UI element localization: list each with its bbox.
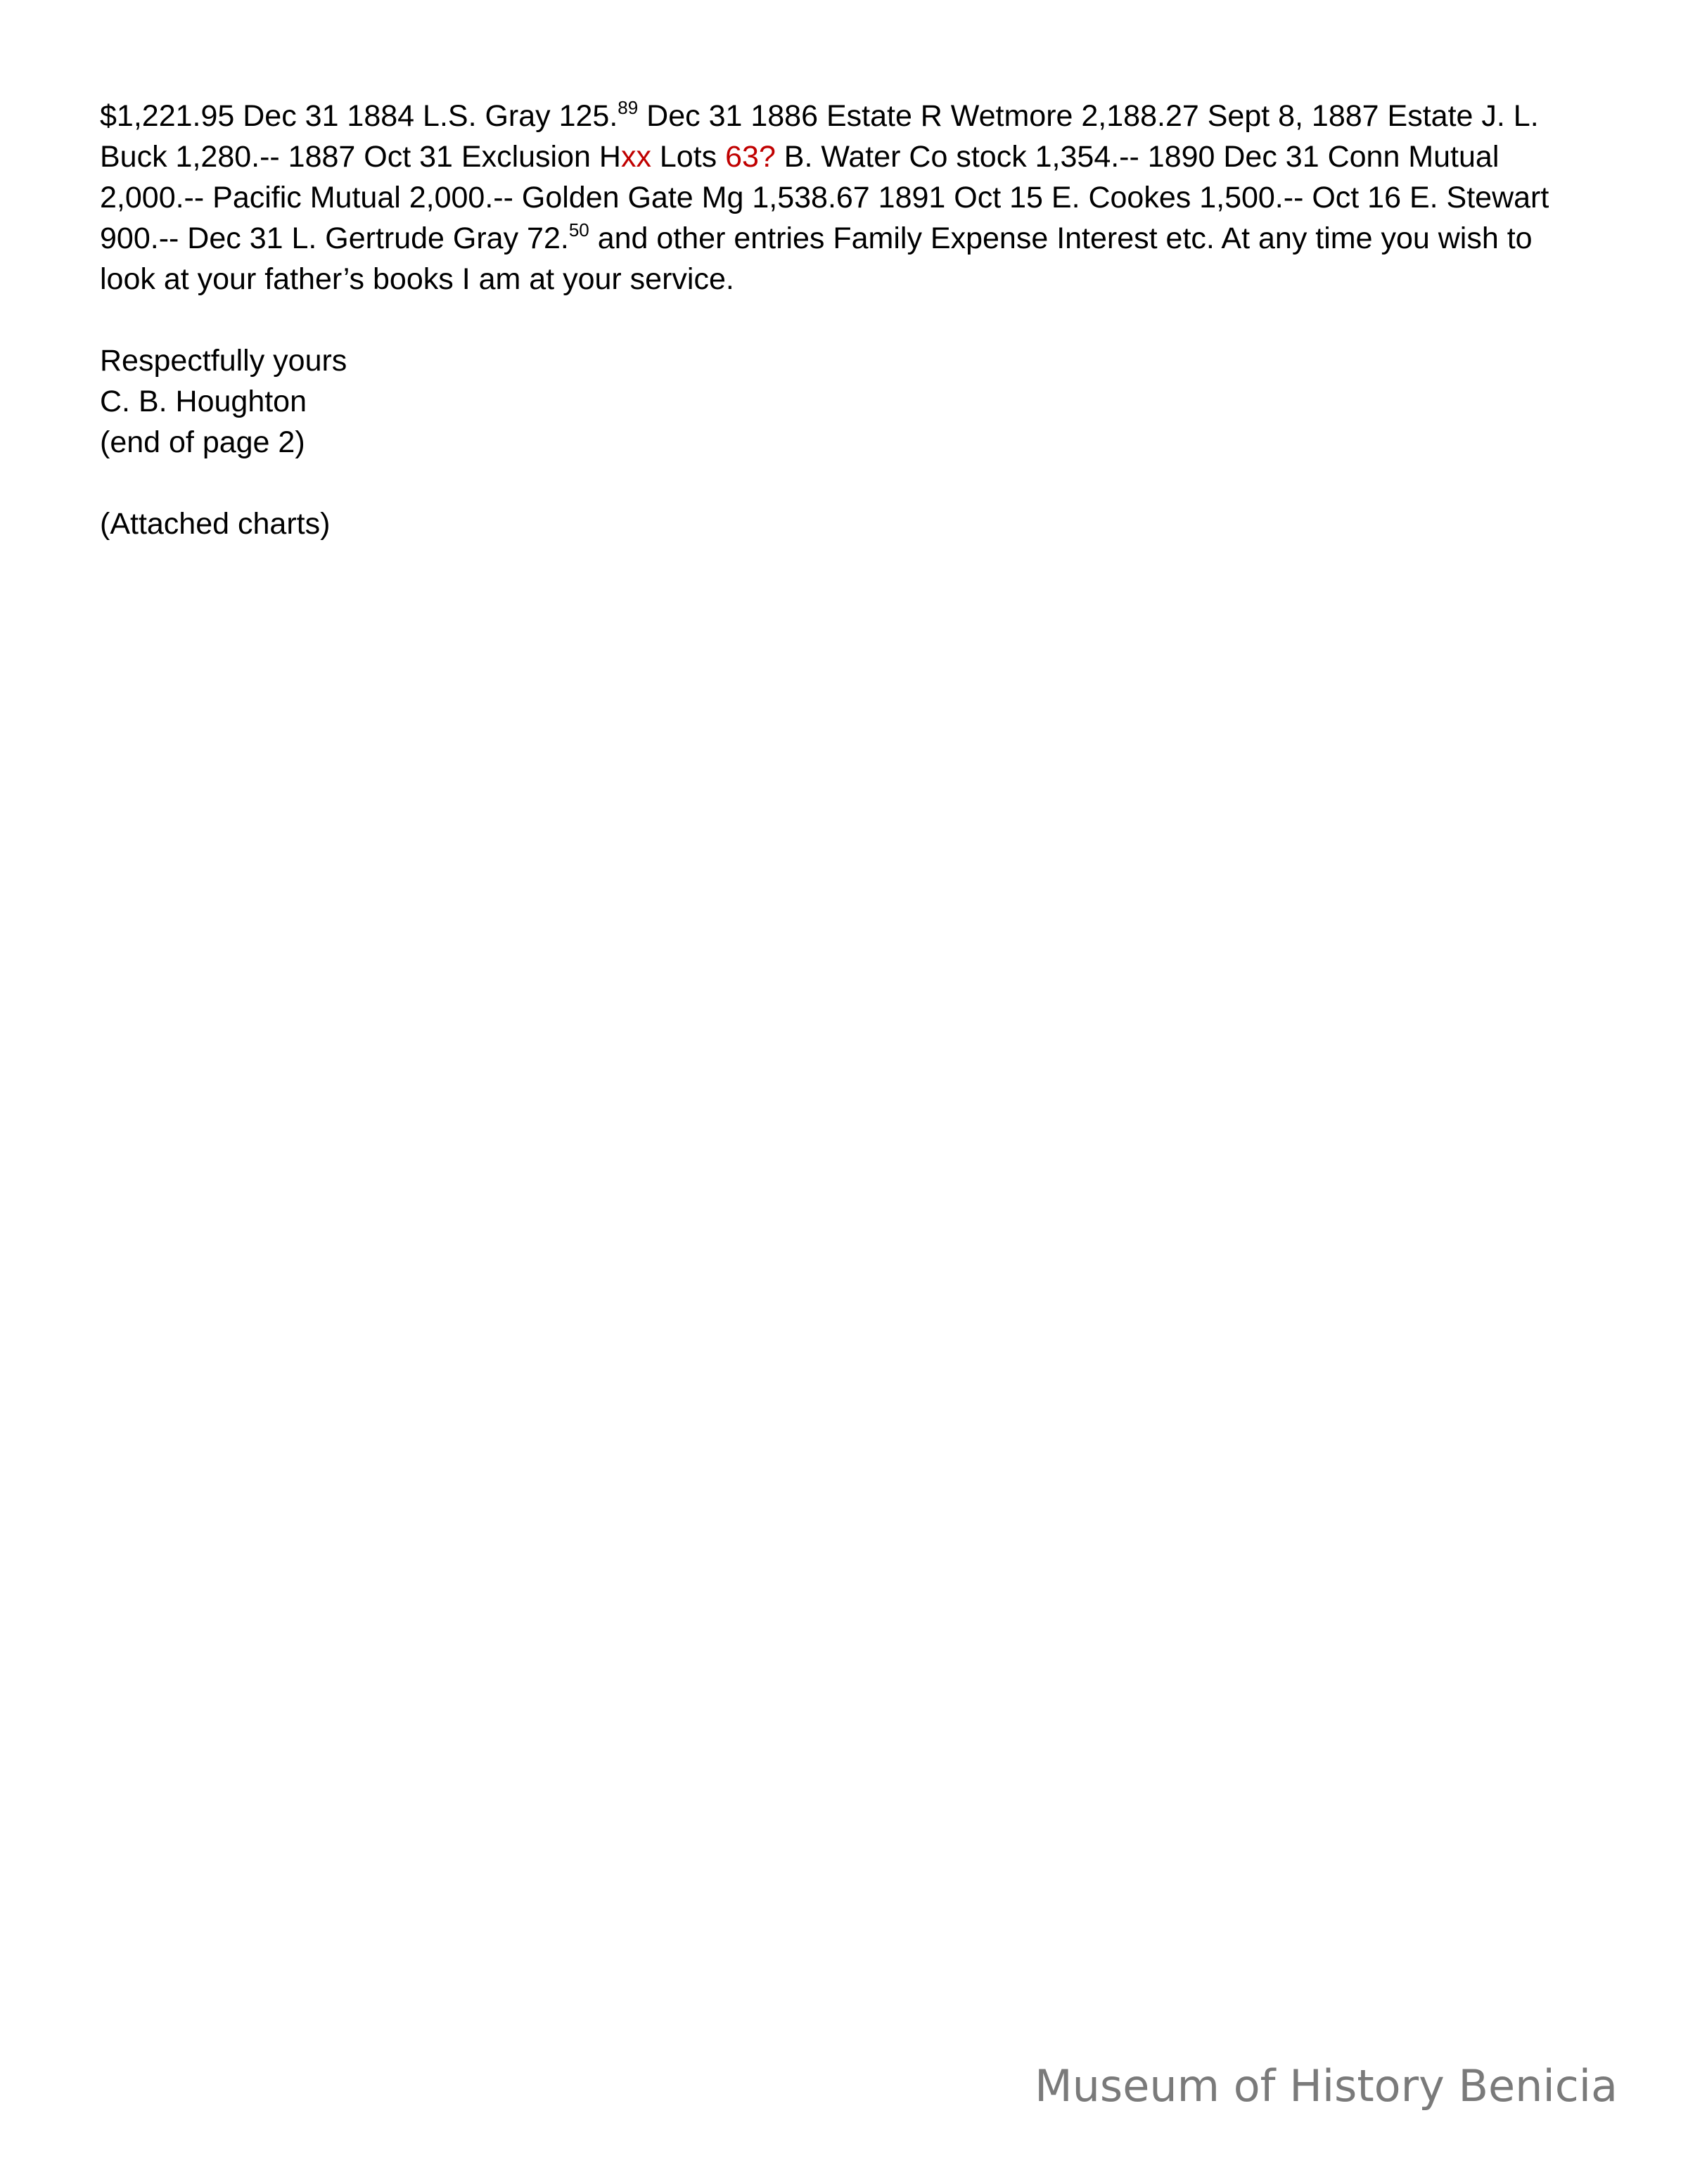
ledger-paragraph xyxy=(100,96,1591,300)
uncertain-text: xx xyxy=(620,140,651,174)
museum-watermark: Museum of History Benicia xyxy=(1035,2060,1618,2112)
letter-body xyxy=(100,96,1591,544)
attachment-note: (Attached charts) xyxy=(100,507,331,541)
spacer xyxy=(100,463,1591,503)
page-note: (end of page 2) xyxy=(100,425,305,459)
uncertain-text: 63? xyxy=(725,140,776,174)
superscript-cents: 89 xyxy=(618,96,639,118)
closing-line: Respectfully yours xyxy=(100,344,347,378)
paragraph-text: $1,221.95 Dec 31 1884 L.S. Gray 125. xyxy=(100,99,618,133)
paragraph-text: B. Water Co stock 1,354.-- 1890 Dec 31 Conn Mutual 2,000.-- Pacific Mutual 2,000.-- Golden Gate Mg 1,538.67 1891 Oct 15 E. Cookes 1,500.-- Oct 16 E. Stewart 900.-- Dec 31 L. Gertrude Gray 72. xyxy=(100,140,1549,255)
paragraph-text: Lots xyxy=(651,140,726,174)
signature: C. B. Houghton xyxy=(100,385,307,418)
spacer xyxy=(100,300,1591,340)
paragraph-text: and other entries Family Expense Interest etc. At any time you wish to look at your father’s books I am at your service. xyxy=(100,221,1533,296)
paragraph-text: Dec 31 1886 Estate R Wetmore 2,188.27 Sept 8, 1887 Estate J. L. Buck 1,280.-- 1887 Oct 31 Exclusion H xyxy=(100,99,1539,174)
superscript-cents: 50 xyxy=(568,219,589,240)
